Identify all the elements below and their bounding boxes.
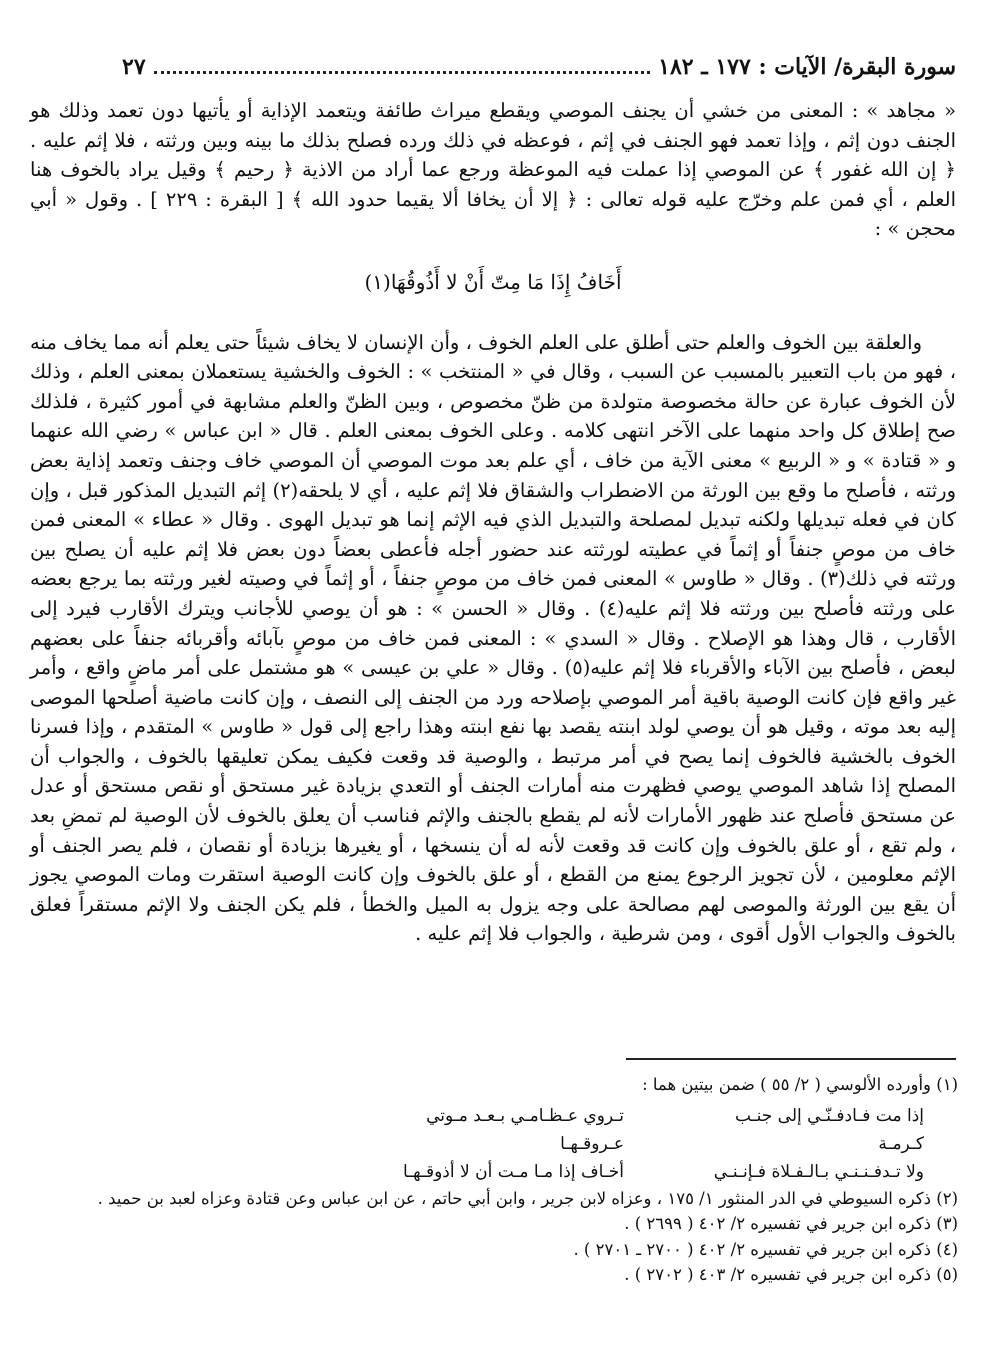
poem-verse-2a: ولا تـدفـنـنـي بـالـفـلاة فـإنـنـي	[713, 1161, 924, 1182]
poem-line: أَخَافُ إِذَا مَا مِتّ أَنْ لا أَذُوقُهَا(١)	[364, 269, 622, 294]
footnote-5: (٥) ذكره ابن جرير في تفسيره ٢/ ٤٠٣ ( ٢٧٠٢ ) .	[624, 1265, 958, 1284]
paragraph-fear-knowledge: والعلقة بين الخوف والعلم حتى أطلق على العلم الخوف ، وأن الإنسان لا يخاف شيئاً حتى يعلم أنه مما يخاف منه ، فهو من باب التعبير بالمسبب عن السبب ، وقال في « المنتخب » : الخوف والخشية يستعملان بمعنى العلم ، وذلك لأن الخوف عبارة عن حالة مخصوصة متولدة من ظنّ مخصوص ، وبين الظنّ والعلم مشابهة في أمور كثيرة ، فلذلك صح إطلاق كل واحد منهما على الآخر انتهى كلامه . وعلى الخوف بمعنى العلم . قال « ابن عباس » رضي الله عنهما و « قتادة » و « الربيع » معنى الآية من خاف ، أي علم بعد موت الموصي أن الموصي خاف وجنف وتعمد إذاية بعض ورثته ، فأصلح ما وقع بين الورثة من الاضطراب والشقاق فلا إثم عليه ، أي لا يلحقه(٢) إثم التبديل المذكور قبل ، وإن كان في فعله تبديلها ولكنه تبديل لمصلحة والتبديل الذي فيه الإثم إنما هو تبديل الهوى . وقال « عطاء » المعنى فمن خاف من موصٍ جنفاً أو إثماً في عطيته لورثته عند حضور أجله فأعطى بعضاً دون بعض فلا إثم عليه أن يصلح بين ورثته في ذلك(٣) . وقال « طاوس » المعنى فمن خاف من موصٍ جنفاً ، أو إثماً في وصيته لغير ورثته بما يرجع بعضه على ورثته فأصلح بين ورثته فلا إثم عليه(٤) . وقال « الحسن » : هو أن يوصي للأجانب ويترك الأقارب فيرد إلى الأقارب ، قال وهذا هو الإصلاح . وقال « السدي » : المعنى فمن خاف من موصٍ بآبائه وأقربائه جنفاً على بعضهم لبعض ، فأصلح بين الآباء والأقرباء فلا إثم عليه(٥) . وقال « علي بن عيسى » هو مشتمل على أمر ماضٍ واقع ، وأمر غير واقع فإن كانت الوصية باقية أمر الموصي بإصلاحه ورد من الجنف إلى النصف ، وإن كانت ماضية أصلحها الموصى إليه بعد موته ، وقيل هو أن يوصي لولد ابنته يقصد بها نفع ابنته وهذا راجع إلى قول « طاوس » المتقدم ، وإذا فسرنا الخوف بالخشية فالخوف إنما يصح في أمر مرتبط ، والوصية قد وقعت فكيف يمكن تعليقها بالخوف ، والجواب أن المصلح إذا شاهد الموصي يوصي فظهرت منه أمارات الجنف أو التعدي بزيادة غير مستحق أو نقص مستحق أو عدل عن مستحق فأصلح عند ظهور الأمارات لأنه لم يقطع بالجنف والإثم فناسب أن يعلق بالخوف لأن الوصية لم تمضِ بعد ، ولم تقع ، أو علق بالخوف وإن كانت قد وقعت لأنه له أن ينسخها ، أو يغيرها بزيادة أو نقصان ، فلم يصر الجنف أو الإثم معلومين ، لأن تجويز الرجوع يمنع من القطع ، أو علق بالخوف وإن كانت الوصية استقرت ومات الموصي يجوز أن يقع بين الورثة والموصى لهم مصالحة على وجه يزول به الميل والخطأ ، فلم يكن الجنف ولا الإثم مستقراً فعلق بالخوف والجواب الأول أقوى ، ومن شرطية ، والجواب فلا إثم عليه .	[30, 330, 956, 946]
footnote-poem	[40, 1102, 924, 1186]
paragraph-mujahid: « مجاهد » : المعنى من خشي أن يجنف الموصي ويقطع ميراث طائفة ويتعمد الإذاية أو يأتيها دون تعمد وذلك هو الجنف دون إثم ، وإذا تعمد فهو الجنف في إثم ، فوعظه في ذلك ورده فصلح بذلك ما بينه وبين ورثته ، فلا إثم عليه . ﴿ إن الله غفور ﴾ عن الموصي إذا عملت فيه الموعظة ورجع عما أراد من الاذية ﴿ رحيم ﴾ وقيل يراد بالخوف هنا العلم ، أي فمن علم وخرّج عليه قوله تعالى : ﴿ إلا أن يخافا ألا يقيما حدود الله ﴾ [ البقرة : ٢٢٩ ] . وقول « أبي محجن » :	[30, 99, 956, 241]
footnote-3: (٣) ذكره ابن جرير في تفسيره ٢/ ٤٠٢ ( ٢٦٩٩ ) .	[624, 1214, 958, 1233]
header-dot-leader	[154, 59, 651, 74]
footnote-1: (١) وأورده الألوسي ( ٢/ ٥٥ ) ضمن بيتين هما :	[642, 1075, 958, 1094]
running-header	[122, 54, 956, 80]
surah-title: سورة البقرة/ الآيات : ١٧٧ ـ ١٨٢	[658, 54, 956, 80]
footnote-4: (٤) ذكره ابن جرير في تفسيره ٢/ ٤٠٢ ( ٢٧٠٠ ـ ٢٧٠١ ) .	[573, 1239, 958, 1259]
page-number: ٢٧	[122, 54, 146, 80]
footnote-separator	[626, 1058, 956, 1060]
poem-verse-1b: تـروي عـظـامـي بـعـد مـوتي عـروقـهـا	[426, 1105, 624, 1154]
footnote-2: (٢) ذكره السيوطي في الدر المنثور ١/ ١٧٥ ، وعزاه لابن جرير ، وابن أبي حاتم ، عن ابن عباس وعن قتادة وعزاه لعبد بن حميد .	[97, 1188, 958, 1208]
main-text	[30, 96, 956, 949]
poem-verse-1a: إذا مت فـادفـنّـي إلى جنـب كـرمـة	[734, 1105, 924, 1154]
footnotes	[40, 1072, 958, 1288]
poem-verse-2b: أخـاف إذا مـا مـت أن لا أذوقـهـا	[402, 1161, 624, 1182]
